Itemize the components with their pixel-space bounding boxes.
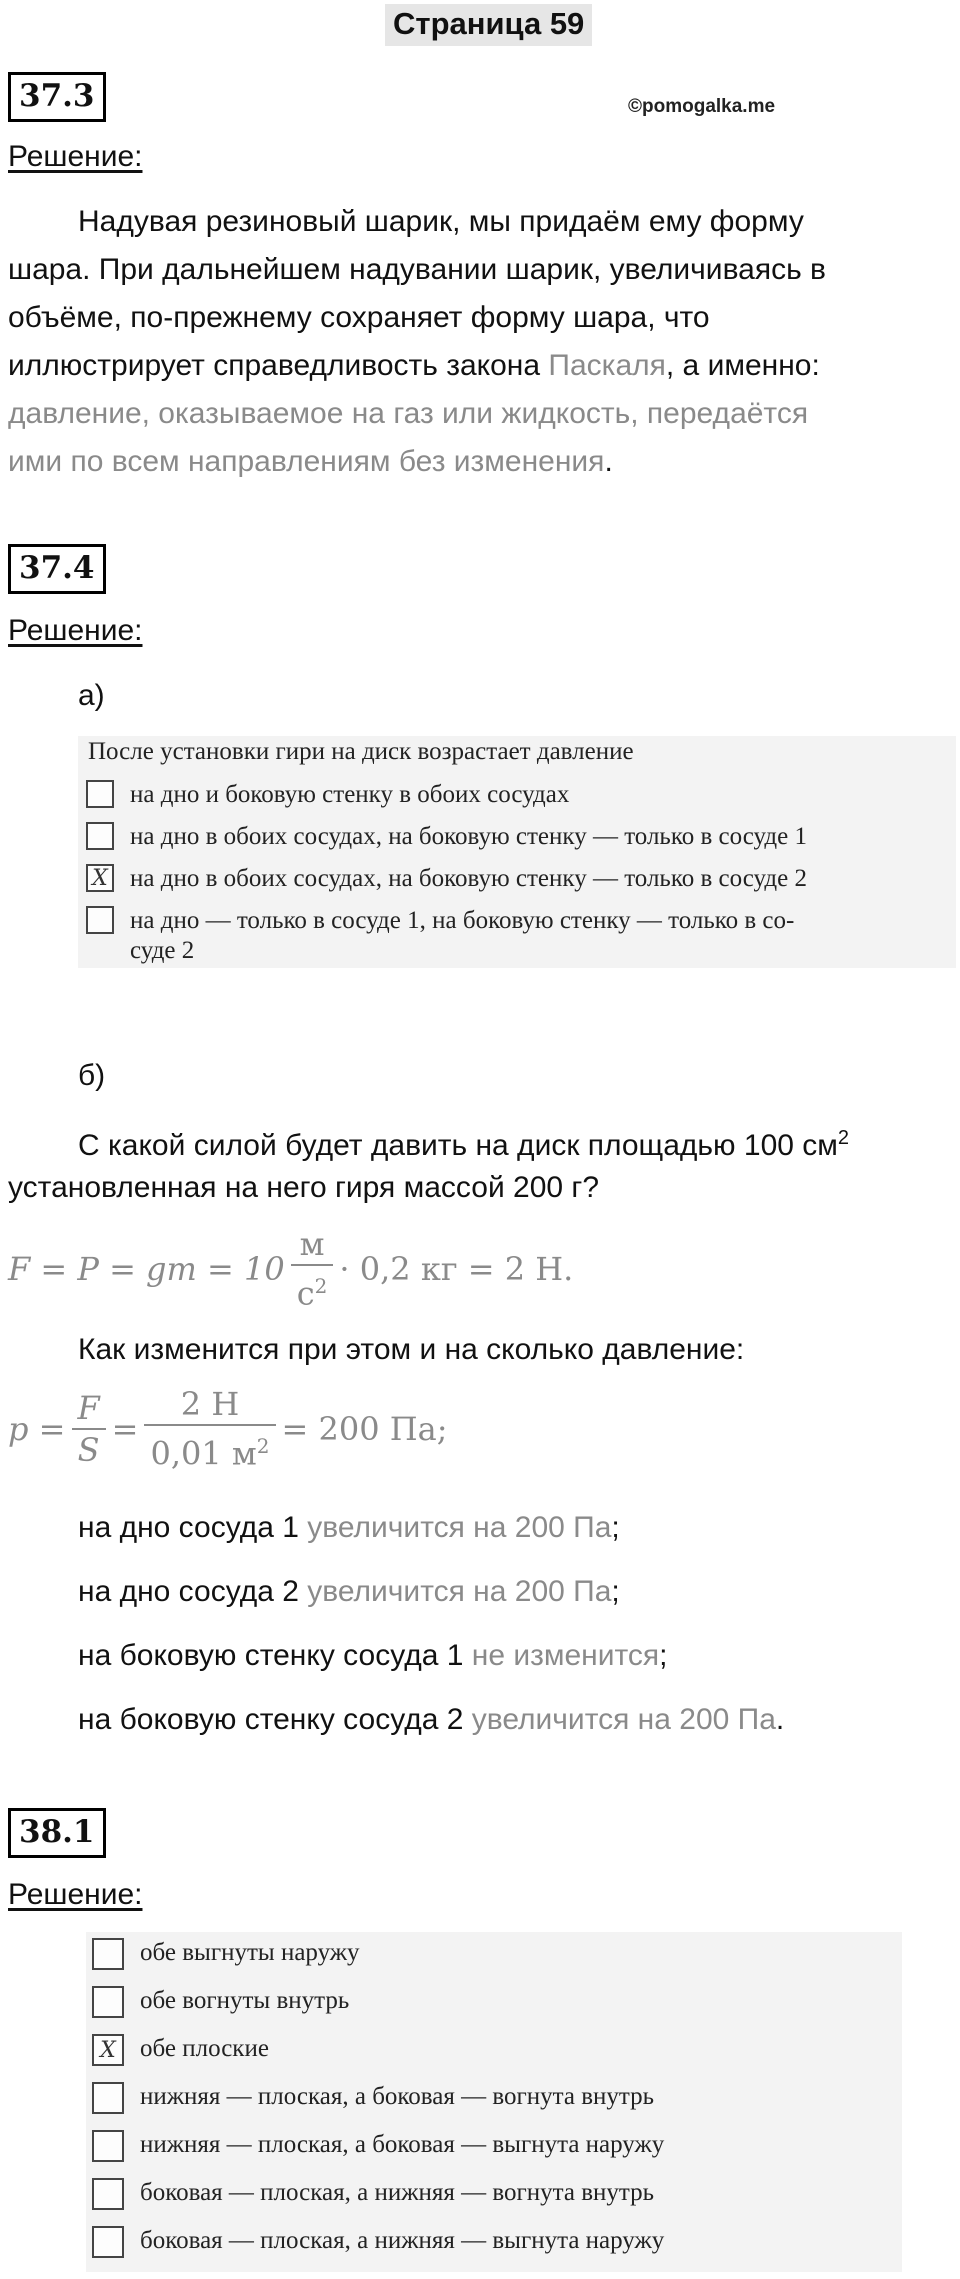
watermark: ©pomogalka.me bbox=[628, 96, 776, 117]
text-37-3-line1: Надувая резиновый шарик, мы придаём ему форму bbox=[78, 205, 804, 238]
option-37-4-4: на дно — только в сосуде 1, на боковую стенку — только в со- суде 2 bbox=[86, 906, 794, 966]
checked-checkbox-icon: X bbox=[86, 864, 114, 892]
checkbox-icon bbox=[92, 1986, 124, 2018]
checkbox-icon bbox=[86, 822, 114, 850]
text-37-3-line4 bbox=[8, 342, 820, 390]
option-37-4-3-checked: X на дно в обоих сосудах, на боковую стенку — только в сосуде 2 bbox=[86, 864, 807, 894]
fraction-2n-area: $\frac{2 Н}{0,01 м^2}$ bbox=[144, 1384, 275, 1474]
answer-row-2: на дно сосуда 2 увеличится на 200 Па; bbox=[78, 1575, 620, 1608]
text-37-3-line3: объёме, по-прежнему сохраняет форму шара, что bbox=[8, 301, 710, 334]
question2: Как изменится при этом и на сколько давление: bbox=[78, 1333, 745, 1366]
formula-force: F = P = gm = 10 $\frac{м}{с^2}$ · 0,2 кг = 2 Н. bbox=[8, 1225, 574, 1313]
solution-label-38-1: Решение: bbox=[8, 1878, 143, 1911]
checkbox-icon bbox=[92, 2178, 124, 2210]
solution-label-37-4: Решение: bbox=[8, 614, 143, 647]
option-38-1-2: обе вогнуты внутрь bbox=[92, 1986, 349, 2018]
fraction-f-s: $\frac{F}{S}$ bbox=[71, 1388, 105, 1470]
scanned-options-38-1 bbox=[86, 1932, 902, 2272]
option-38-1-4: нижняя — плоская, а боковая — вогнута внутрь bbox=[92, 2082, 654, 2114]
checkbox-icon bbox=[92, 1938, 124, 1970]
option-38-1-6: боковая — плоская, а нижняя — вогнута внутрь bbox=[92, 2178, 654, 2210]
option-37-4-1: на дно и боковую стенку в обоих сосудах bbox=[86, 780, 569, 810]
option-38-1-3-checked: X обе плоские bbox=[92, 2034, 269, 2066]
formula-pressure: p = $\frac{F}{S}$ = $\frac{2 Н}{0,01 м^2}$ = 200 Па; bbox=[8, 1385, 448, 1473]
problem-number-38-1: 38.1 bbox=[8, 1808, 106, 1858]
option-37-4-2: на дно в обоих сосудах, на боковую стенку — только в сосуде 1 bbox=[86, 822, 807, 852]
answer-row-3: на боковую стенку сосуда 1 не изменится; bbox=[78, 1639, 668, 1672]
checkbox-icon bbox=[92, 2130, 124, 2162]
option-38-1-7: боковая — плоская, а нижняя — выгнута наружу bbox=[92, 2226, 664, 2258]
answer-row-4: на боковую стенку сосуда 2 увеличится на 200 Па. bbox=[78, 1703, 785, 1736]
fraction-m-s2: $\frac{м}{с^2}$ bbox=[291, 1224, 334, 1314]
answer-row-1: на дно сосуда 1 увеличится на 200 Па; bbox=[78, 1511, 620, 1544]
part-a-label: а) bbox=[78, 679, 105, 712]
problem-number-37-3: 37.3 bbox=[8, 72, 106, 122]
answer-pascal: Паскаля bbox=[548, 349, 666, 382]
question-line2: установленная на него гиря массой 200 г? bbox=[8, 1171, 600, 1204]
part-b-label: б) bbox=[78, 1059, 106, 1092]
problem-number-37-4: 37.4 bbox=[8, 544, 106, 594]
option-38-1-5: нижняя — плоская, а боковая — выгнута наружу bbox=[92, 2130, 664, 2162]
solution-label-37-3: Решение: bbox=[8, 140, 143, 173]
checkbox-icon bbox=[92, 2082, 124, 2114]
text-37-3-line4-a: иллюстрирует справедливость закона bbox=[8, 349, 549, 382]
page-title: Страница 59 bbox=[385, 4, 592, 46]
answer-law-line2: ими по всем направлениям без изменения bbox=[8, 445, 605, 478]
text-37-3-line4-c: , а именно: bbox=[665, 349, 820, 382]
checkbox-icon bbox=[92, 2226, 124, 2258]
answer-law-line1: давление, оказываемое на газ или жидкость, передаётся bbox=[8, 397, 809, 430]
text-37-3-line6 bbox=[8, 438, 613, 486]
text-37-3-line2: шара. При дальнейшем надувании шарик, увеличиваясь в bbox=[8, 253, 826, 286]
checkbox-icon bbox=[86, 780, 114, 808]
text-37-3-line6-end: . bbox=[604, 445, 613, 478]
scanned-options-37-4 bbox=[78, 736, 956, 968]
checkbox-icon bbox=[86, 906, 114, 934]
checked-checkbox-icon: X bbox=[92, 2034, 124, 2066]
question-line1: С какой силой будет давить на диск площадью 100 $см^2$ bbox=[78, 1127, 850, 1162]
scan-title: После установки гири на диск возрастает давление bbox=[88, 738, 634, 765]
option-38-1-1: обе выгнуты наружу bbox=[92, 1938, 360, 1970]
